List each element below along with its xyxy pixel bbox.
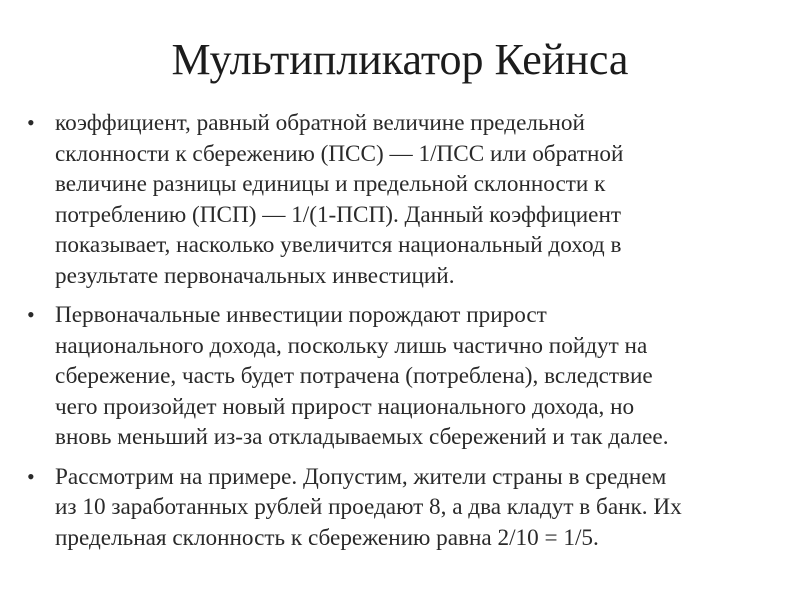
bullet-dot-icon: • bbox=[27, 110, 35, 135]
bullet-text-line: коэффициент, равный обратной величине предельной bbox=[55, 110, 585, 136]
bullet-text-line: Первоначальные инвестиции порождают прирост bbox=[55, 302, 547, 328]
bullet-list bbox=[27, 108, 787, 562]
bullet-text-line: результате первоначальных инвестиций. bbox=[55, 262, 455, 289]
bullet-text-line: склонности к сбережению (ПСС) — 1/ПСС или обратной bbox=[55, 140, 624, 167]
slide-title: Мультипликатор Кейнса bbox=[171, 35, 629, 84]
bullet-text-line: предельная склонность к сбережению равна 2/10 = 1/5. bbox=[55, 524, 599, 551]
bullet-item-example bbox=[27, 462, 787, 554]
bullet-text-line: величине разницы единицы и предельной склонности к bbox=[55, 171, 606, 197]
bullet-text-line: из 10 заработанных рублей проедают 8, а два кладут в банк. Их bbox=[55, 494, 682, 520]
bullet-item-definition bbox=[27, 108, 787, 291]
bullet-dot-icon: • bbox=[27, 302, 35, 327]
bullet-text-line: Рассмотрим на примере. Допустим, жители страны в среднем bbox=[55, 463, 667, 490]
bullet-text-line: сбережение, часть будет потрачена (потреблена), вследствие bbox=[55, 363, 653, 389]
bullet-text-line: чего произойдет новый прирост национального дохода, но bbox=[55, 393, 635, 420]
bullet-item-mechanism bbox=[27, 300, 787, 453]
bullet-text-line: потреблению (ПСП) — 1/(1-ПСП). Данный коэффициент bbox=[55, 201, 622, 228]
bullet-text-line: национального дохода, поскольку лишь частично пойдут на bbox=[55, 332, 648, 359]
bullet-text-line: показывает, насколько увеличится национальный доход в bbox=[55, 232, 622, 258]
bullet-dot-icon: • bbox=[27, 463, 35, 489]
bullet-text-line: вновь меньший из-за откладываемых сбережений и так далее. bbox=[55, 424, 669, 450]
